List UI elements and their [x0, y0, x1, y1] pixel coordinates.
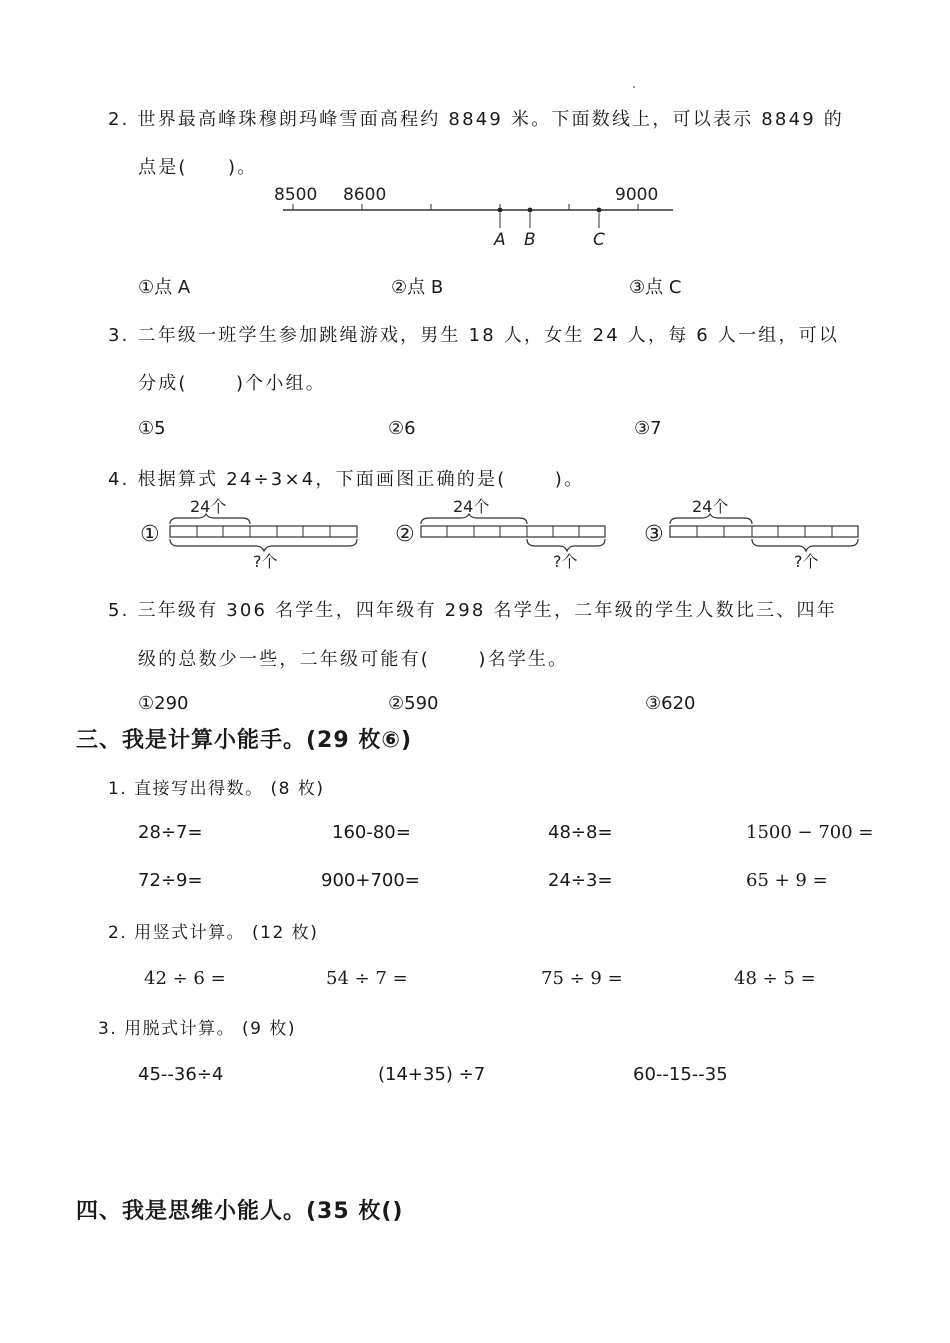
diagram-1-number: ①	[140, 522, 160, 547]
diagram-3-bar	[670, 526, 858, 537]
q5-option-2[interactable]: ②590	[388, 693, 439, 714]
page-speck	[633, 86, 635, 88]
vertical-calc-item: 48 ÷ 5 =	[734, 968, 816, 989]
q5-line1: 5. 三年级有 306 名学生，四年级有 298 名学生，二年级的学生人数比三、四年	[108, 600, 837, 621]
calc-item: 48÷8=	[548, 822, 613, 843]
point-c-label: C	[593, 230, 605, 250]
q4-diagram-1[interactable]	[138, 493, 363, 573]
point-a-label: A	[494, 230, 506, 250]
point-c-dot	[597, 208, 602, 213]
stepwise-calc-item: (14+35) ÷7	[378, 1064, 486, 1085]
diagram-2-top-label: 24个	[453, 497, 490, 516]
section-3-title: 三、我是计算小能手。(29 枚⑥)	[76, 728, 413, 753]
diagram-3-number: ③	[644, 522, 664, 547]
q3-option-3[interactable]: ③7	[634, 418, 662, 439]
q2-option-1[interactable]: ①点 A	[138, 277, 191, 298]
stepwise-calc-item: 60--15--35	[633, 1064, 728, 1085]
diagram-1-top-label: 24个	[190, 497, 227, 516]
diagram-3-top-label: 24个	[692, 497, 729, 516]
q2-line1: 2. 世界最高峰珠穆朗玛峰雪面高程约 8849 米。下面数线上，可以表示 8849 的	[108, 109, 844, 130]
q4-line1: 4. 根据算式 24÷3×4，下面画图正确的是( )。	[108, 469, 585, 490]
diagram-2-bottom-brace	[527, 539, 605, 551]
section-3-part-3-title: 3. 用脱式计算。 (9 枚)	[98, 1019, 297, 1039]
calc-item: 160-80=	[332, 822, 411, 843]
q4-diagram-3[interactable]	[644, 493, 864, 573]
label-9000: 9000	[615, 185, 659, 205]
section-3-part-1-title: 1. 直接写出得数。 (8 枚)	[108, 779, 325, 799]
label-8500: 8500	[274, 185, 318, 205]
diagram-2-bar	[421, 526, 605, 537]
vertical-calc-item: 75 ÷ 9 =	[541, 968, 623, 989]
stepwise-calc-item: 45--36÷4	[138, 1064, 224, 1085]
diagram-2-number: ②	[395, 522, 415, 547]
q3-option-1[interactable]: ①5	[138, 418, 166, 439]
calc-item: 900+700=	[321, 870, 420, 891]
q5-option-3[interactable]: ③620	[645, 693, 696, 714]
number-line-figure	[265, 178, 685, 253]
calc-item: 28÷7=	[138, 822, 203, 843]
q4-diagram-2[interactable]	[395, 493, 615, 573]
q2-line2: 点是( )。	[138, 157, 258, 178]
diagram-3-bottom-label: ?个	[794, 552, 819, 571]
point-a-dot	[498, 208, 503, 213]
diagram-1-bar	[170, 526, 357, 537]
diagram-1-bottom-brace	[170, 539, 357, 551]
q3-line2: 分成( )个小组。	[138, 373, 326, 394]
q5-option-1[interactable]: ①290	[138, 693, 189, 714]
diagram-2-bottom-label: ?个	[553, 552, 578, 571]
q5-line2: 级的总数少一些，二年级可能有( )名学生。	[138, 649, 569, 670]
q2-option-2[interactable]: ②点 B	[391, 277, 444, 298]
vertical-calc-item: 42 ÷ 6 =	[144, 968, 226, 989]
q2-option-3[interactable]: ③点 C	[629, 277, 682, 298]
section-4-title: 四、我是思维小能人。(35 枚()	[76, 1199, 404, 1224]
label-8600: 8600	[343, 185, 387, 205]
diagram-3-top-brace	[670, 514, 752, 524]
calc-item: 24÷3=	[548, 870, 613, 891]
vertical-calc-item: 54 ÷ 7 =	[326, 968, 408, 989]
point-b-dot	[528, 208, 533, 213]
point-b-label: B	[524, 230, 536, 250]
q3-option-2[interactable]: ②6	[388, 418, 416, 439]
diagram-1-bottom-label: ?个	[253, 552, 278, 571]
calc-item: 1500 − 700 =	[746, 822, 874, 843]
calc-item: 65 + 9 =	[746, 870, 828, 891]
q3-line1: 3. 二年级一班学生参加跳绳游戏，男生 18 人，女生 24 人，每 6 人一组，可以	[108, 325, 840, 346]
section-3-part-2-title: 2. 用竖式计算。 (12 枚)	[108, 923, 319, 943]
diagram-3-bottom-brace	[752, 539, 858, 551]
calc-item: 72÷9=	[138, 870, 203, 891]
